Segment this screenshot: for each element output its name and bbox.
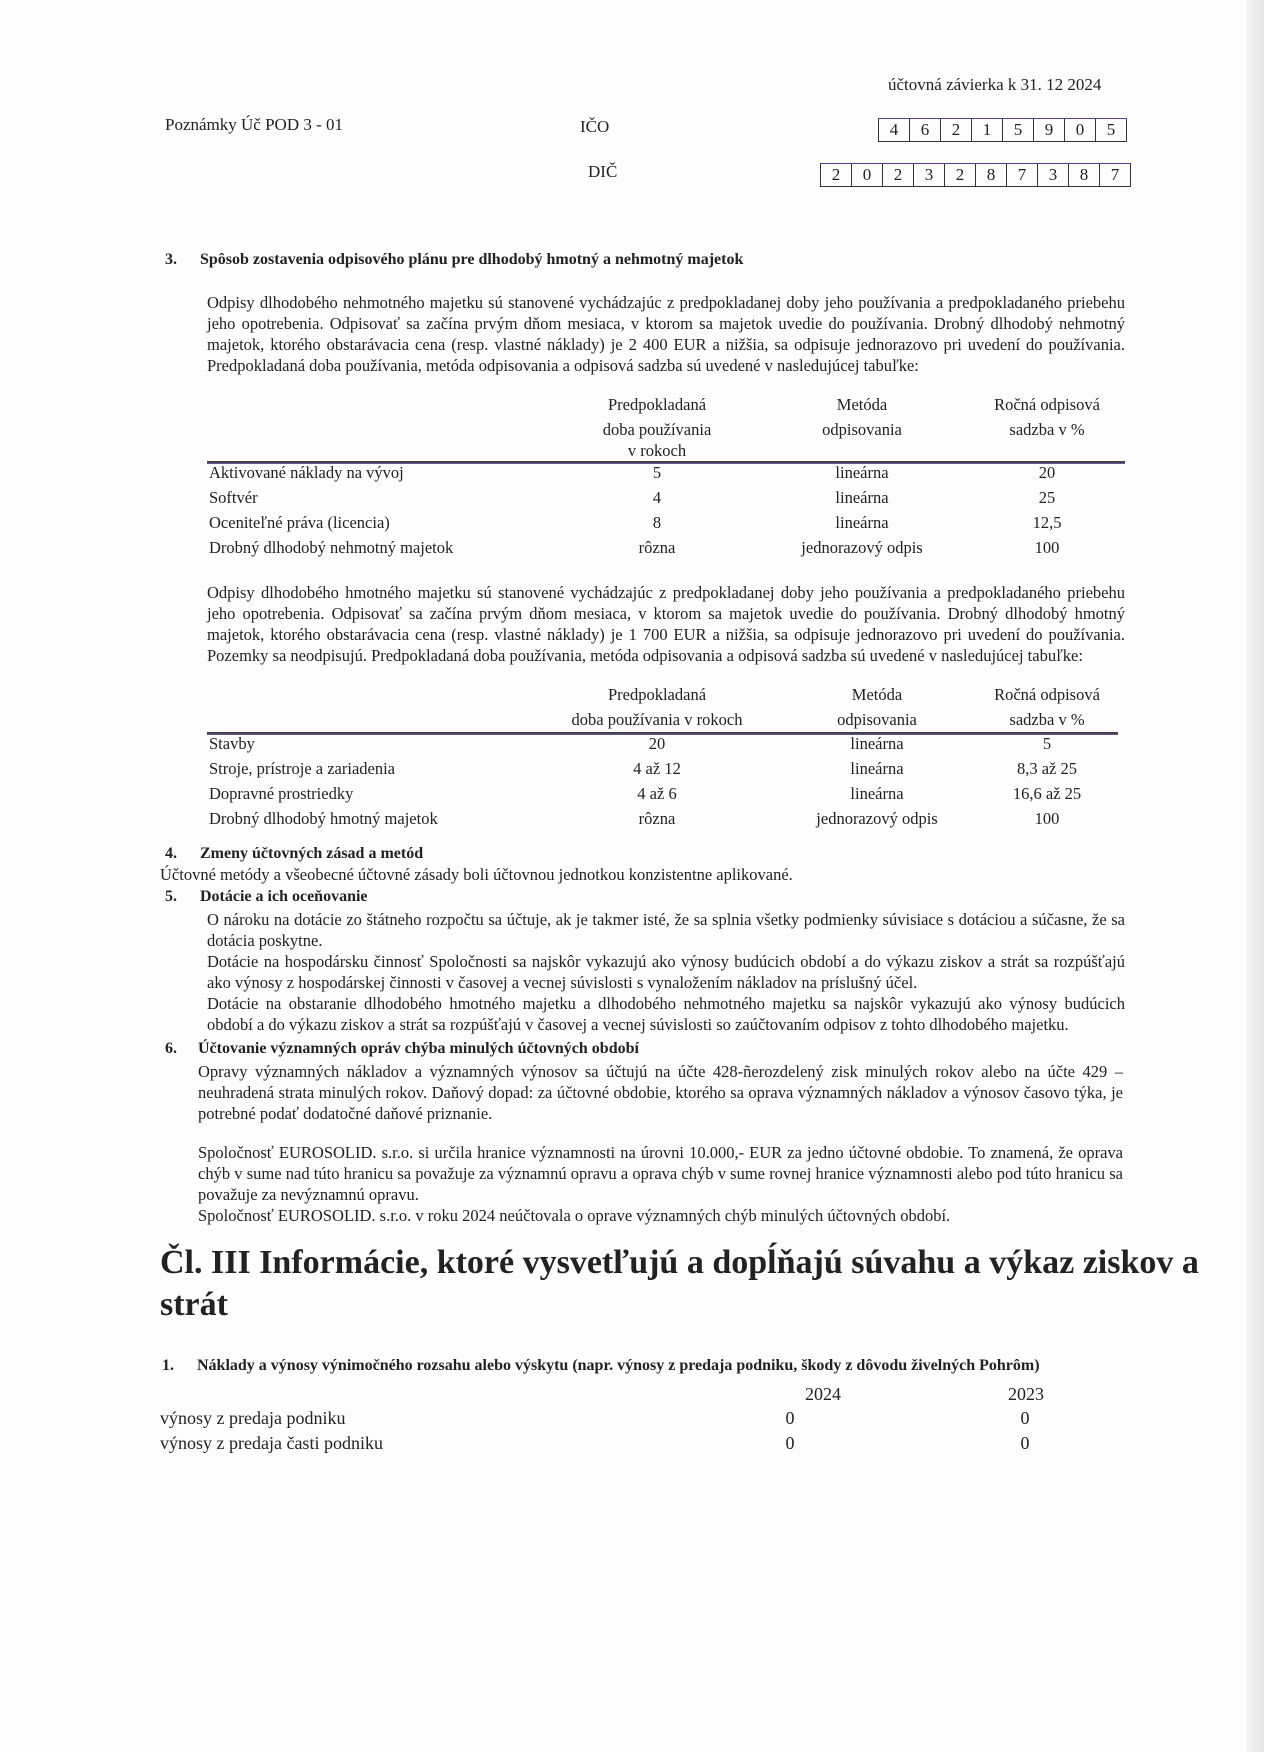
cell: 4 až 6 — [637, 784, 677, 803]
col-header: Ročná odpisová — [994, 685, 1100, 704]
col-header: sadzba v % — [1009, 710, 1085, 729]
year-2023: 2023 — [1008, 1384, 1044, 1404]
row-label: Dopravné prostriedky — [209, 784, 354, 803]
section-3-paragraph-1: Odpisy dlhodobého nehmotného majetku sú stanovené vychádzajúc z predpokladanej doby jeho používania a predpokladaného priebehu jeho opotrebenia. Odpisovať sa začína prvým dňom mesiaca, v ktorom sa majetok uvedie do používania. Drobný dlhodobý nehmotný majetok, ktorého obstarávacia cena (resp. vlastné náklady) je 2 400 EUR a nižšia, sa odpisuje jednorazovo pri uvedení do používania. Predpokladaná doba používania, metóda odpisovania a odpisová sadzba sú uvedené v nasledujúcej tabuľke: — [207, 293, 1125, 375]
digit-box: 2 — [944, 164, 975, 186]
cell: 0 — [785, 1408, 795, 1428]
section-6-paragraph-1: Opravy významných nákladov a významných výnosov sa účtujú na účte 428-ñerozdelený zisk minulých rokov alebo na účte 429 – neuhradená strata minulých rokov. Daňový dopad: za účtovné obdobie, ktorého sa oprava významných nákladov a výnosov časovo týka, je potrebné podať dodatočné daňové priznanie. — [198, 1062, 1123, 1123]
digit-box: 3 — [1037, 164, 1068, 186]
section-6-paragraph-3: Spoločnosť EUROSOLID. s.r.o. v roku 2024 neúčtovala o oprave významných chýb minulých účtovných období. — [198, 1206, 951, 1225]
cell: 8 — [652, 513, 662, 532]
cell: 25 — [1038, 488, 1056, 507]
row-label: Stroje, prístroje a zariadenia — [209, 759, 396, 778]
section-4-text: Účtovné metódy a všeobecné účtovné zásady boli účtovnou jednotkou konzistentne aplikované. — [160, 865, 793, 884]
section-3-number: 3. — [165, 251, 177, 268]
section-4-heading — [0, 844, 1130, 864]
col-header: sadzba v % — [1009, 420, 1085, 439]
cell: rôzna — [638, 538, 676, 557]
table-row — [207, 784, 1127, 809]
paragraph: Dotácie na obstaranie dlhodobého hmotného majetku a dlhodobého nehmotného majetku sa najskôr vykazujú ako výnosy budúcich období a do výkazu ziskov a strát sa rozpúšťajú v časovej a vecnej súvislosti so zaúčtovaním odpisov z tohto dlhodobého majetku. — [207, 994, 1125, 1034]
col-header: doba používania — [602, 420, 712, 439]
digit-box: 5 — [1095, 119, 1126, 141]
digit-box: 3 — [913, 164, 944, 186]
cell: 0 — [1020, 1408, 1030, 1428]
intangible-table — [207, 392, 1127, 564]
cell: 12,5 — [1032, 513, 1062, 532]
row-label: výnosy z predaja podniku — [160, 1408, 346, 1428]
section-5-number: 5. — [165, 888, 177, 905]
cell: 0 — [785, 1433, 795, 1453]
row-label: Stavby — [209, 734, 255, 753]
section-6-title: Účtovanie významných opráv chýba minulých účtovných období — [198, 1040, 639, 1057]
col-header: doba používania v rokoch — [571, 710, 743, 729]
document-body — [0, 250, 1246, 1458]
digit-box: 6 — [909, 119, 940, 141]
col-header: v rokoch — [627, 441, 687, 460]
year-header-row — [0, 1384, 1246, 1408]
table-row — [207, 513, 1127, 538]
cell: 5 — [652, 463, 662, 482]
section-6-heading — [0, 1039, 1128, 1059]
col-header: odpisovania — [837, 710, 917, 729]
digit-box: 9 — [1033, 119, 1064, 141]
digit-box: 8 — [975, 164, 1006, 186]
section-6-paragraph-2: Spoločnosť EUROSOLID. s.r.o. si určila hranice významnosti na úrovni 10.000,- EUR za jedno účtovné obdobie. To znamená, že oprava chýb v sume nad túto hranicu sa považuje za významnú opravu a oprava chýb v sume rovnej hranice významnosti alebo pod túto hranicu sa považuje za nevýznamnú opravu. — [198, 1143, 1123, 1204]
digit-box: 8 — [1068, 164, 1099, 186]
digit-box: 4 — [889, 120, 899, 139]
col-header: Ročná odpisová — [994, 395, 1100, 414]
row-label: Aktivované náklady na vývoj — [209, 463, 404, 482]
cell: 20 — [1038, 463, 1056, 482]
cell: rôzna — [638, 809, 676, 828]
digit-box: 5 — [1002, 119, 1033, 141]
section-5-heading — [0, 887, 1130, 907]
row-label: Softvér — [209, 488, 258, 507]
ico-boxes — [878, 118, 1127, 142]
section-3-heading — [0, 250, 1130, 270]
digit-box: 0 — [851, 164, 882, 186]
ico-label: IČO — [580, 117, 610, 136]
item-1-number: 1. — [162, 1357, 174, 1374]
digit-box: 2 — [831, 165, 841, 184]
table-row — [207, 488, 1127, 513]
table-row — [207, 759, 1127, 784]
table-row — [160, 1433, 1110, 1458]
col-header: Metóda — [836, 395, 888, 414]
col-header: Predpokladaná — [607, 685, 707, 704]
cell: 100 — [1034, 538, 1060, 557]
item-1-heading — [0, 1356, 1127, 1376]
form-code: Poznámky Úč POD 3 - 01 — [165, 115, 344, 134]
paragraph: Dotácie na hospodársku činnosť Spoločnosti sa najskôr vykazujú ako výnosy budúcich období a do výkazu ziskov a strát sa rozpúšťajú ako výnosy z hospodárskej činnosti v časovej a vecnej súvislosti s vynaložením nákladov na príslušný účel. — [207, 952, 1125, 992]
table-row — [207, 538, 1127, 563]
section-5-title: Dotácie a ich oceňovanie — [200, 888, 368, 905]
digit-box: 7 — [1006, 164, 1037, 186]
cell: lineárna — [835, 513, 889, 532]
section-3-paragraph-2: Odpisy dlhodobého hmotného majetku sú stanovené vychádzajúc z predpokladanej doby jeho používania a predpokladaného priebehu jeho opotrebenia. Odpisovať sa začína prvým dňom mesiaca, v ktorom sa majetok uvedie do používania. Drobný dlhodobý hmotný majetok, ktorého obstarávacia cena (resp. vlastné náklady) je 1 700 EUR a nižšia, sa odpisuje jednorazovo pri uvedení do používania. Pozemky sa neodpisujú. Predpokladaná doba používania, metóda odpisovania a odpisová sadzba sú uvedené v nasledujúcej tabuľke: — [207, 583, 1125, 665]
paragraph: O nároku na dotácie zo štátneho rozpočtu sa účtuje, ak je takmer isté, že sa splnia všetky podmienky súvisiace s dotáciou a súčasne, že sa dotácia poskytne. — [207, 910, 1125, 950]
cell: lineárna — [850, 759, 904, 778]
cell: 20 — [648, 734, 666, 753]
table-row — [207, 734, 1127, 759]
col-header: Predpokladaná — [607, 395, 707, 414]
dic-boxes — [820, 163, 1131, 187]
digit-box: 2 — [940, 119, 971, 141]
dic-label: DIČ — [588, 162, 618, 181]
table-row — [207, 463, 1127, 488]
cell: 4 až 12 — [633, 759, 681, 778]
cell: lineárna — [850, 784, 904, 803]
section-4-title: Zmeny účtovných zásad a metód — [200, 845, 424, 862]
row-label: výnosy z predaja časti podniku — [160, 1433, 383, 1453]
section-6-number: 6. — [165, 1040, 177, 1057]
digit-box: 0 — [1064, 119, 1095, 141]
cell: 100 — [1034, 809, 1060, 828]
col-header: odpisovania — [822, 420, 902, 439]
cell: 4 — [652, 488, 662, 507]
cell: 5 — [1042, 734, 1052, 753]
section-4-number: 4. — [165, 845, 177, 862]
digit-box: 2 — [882, 164, 913, 186]
cell: jednorazový odpis — [816, 809, 938, 828]
row-label: Oceniteľné práva (licencia) — [209, 513, 390, 532]
tangible-table — [207, 682, 1127, 830]
cell: 8,3 až 25 — [1016, 759, 1078, 778]
section-5-text — [207, 909, 1125, 1035]
year-2024: 2024 — [805, 1384, 841, 1404]
cell: 0 — [1020, 1433, 1030, 1453]
article-3-heading: Čl. III Informácie, ktoré vysvetľujú a dopĺňajú súvahu a výkaz ziskov a strát — [160, 1244, 1199, 1323]
cell: lineárna — [850, 734, 904, 753]
digit-box: 7 — [1099, 164, 1130, 186]
item-1-title: Náklady a výnosy výnimočného rozsahu alebo výskytu (napr. výnosy z predaja podniku, škody z dôvodu živelných Pohrôm) — [197, 1357, 1040, 1374]
cell: jednorazový odpis — [801, 538, 923, 557]
closing-date: účtovná závierka k 31. 12 2024 — [888, 75, 1102, 94]
digit-box: 1 — [971, 119, 1002, 141]
section-3-title: Spôsob zostavenia odpisového plánu pre dlhodobý hmotný a nehmotný majetok — [200, 251, 744, 268]
cell: lineárna — [835, 488, 889, 507]
table-row — [207, 809, 1127, 834]
cell: 16,6 až 25 — [1012, 784, 1082, 803]
row-label: Drobný dlhodobý hmotný majetok — [209, 809, 438, 828]
row-label: Drobný dlhodobý nehmotný majetok — [209, 538, 454, 557]
table-row — [160, 1408, 1110, 1433]
cell: lineárna — [835, 463, 889, 482]
col-header: Metóda — [851, 685, 903, 704]
